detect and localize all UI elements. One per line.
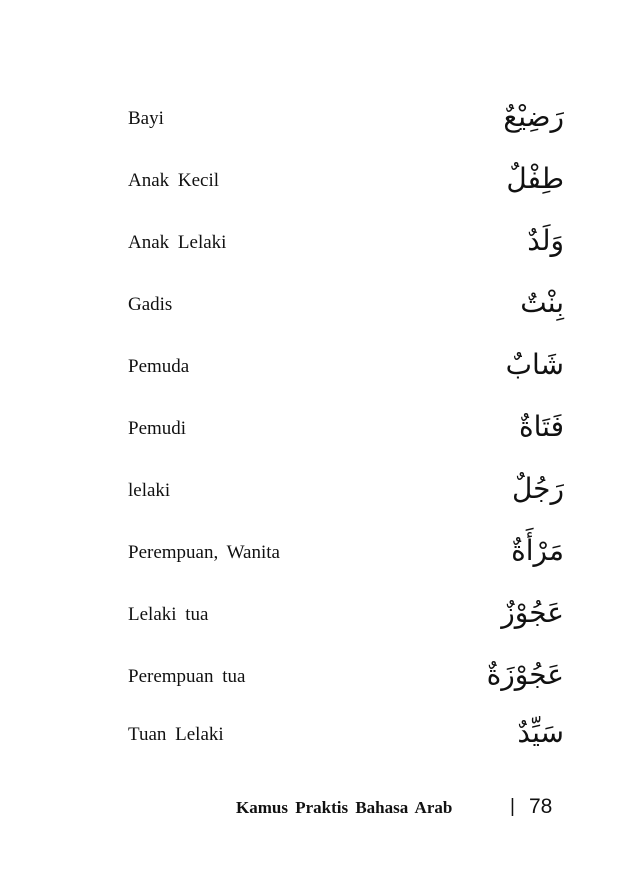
arabic-term: سَيِّدٌ [517,716,564,749]
entry-row [128,534,564,574]
entry-row [128,224,564,264]
entry-row [128,162,564,202]
indonesian-term: Anak Lelaki [128,232,227,253]
page-footer [236,794,566,824]
indonesian-term: Bayi [128,108,164,129]
arabic-term: فَتَاةٌ [518,410,564,443]
book-title: Kamus Praktis Bahasa Arab [236,798,453,817]
entry-row [128,348,564,388]
indonesian-term: Pemudi [128,418,187,439]
indonesian-term: Tuan Lelaki [128,724,224,745]
arabic-term: شَابٌ [505,348,564,381]
arabic-term: رَضِيْعٌ [503,100,564,133]
page-number: 78 [529,795,553,818]
arabic-term: بِنْتٌ [520,286,564,319]
entry-row [128,100,564,140]
arabic-term: طِفْلٌ [506,162,564,195]
indonesian-term: Lelaki tua [128,604,209,625]
arabic-term: عَجُوْزٌ [501,596,564,629]
entry-row [128,716,564,756]
footer-separator: | [510,796,515,817]
arabic-term: رَجُلٌ [511,472,564,505]
entry-row [128,658,564,698]
indonesian-term: Pemuda [128,356,190,377]
indonesian-term: Perempuan tua [128,666,246,687]
arabic-term: مَرْأَةٌ [511,534,564,567]
entry-row [128,596,564,636]
indonesian-term: Gadis [128,294,173,315]
entry-row [128,410,564,450]
entry-row [128,472,564,512]
indonesian-term: Anak Kecil [128,170,220,191]
entry-row [128,286,564,326]
indonesian-term: Perempuan, Wanita [128,542,280,563]
arabic-term: عَجُوْزَةٌ [486,658,564,691]
indonesian-term: lelaki [128,480,171,501]
arabic-term: وَلَدٌ [527,224,564,257]
